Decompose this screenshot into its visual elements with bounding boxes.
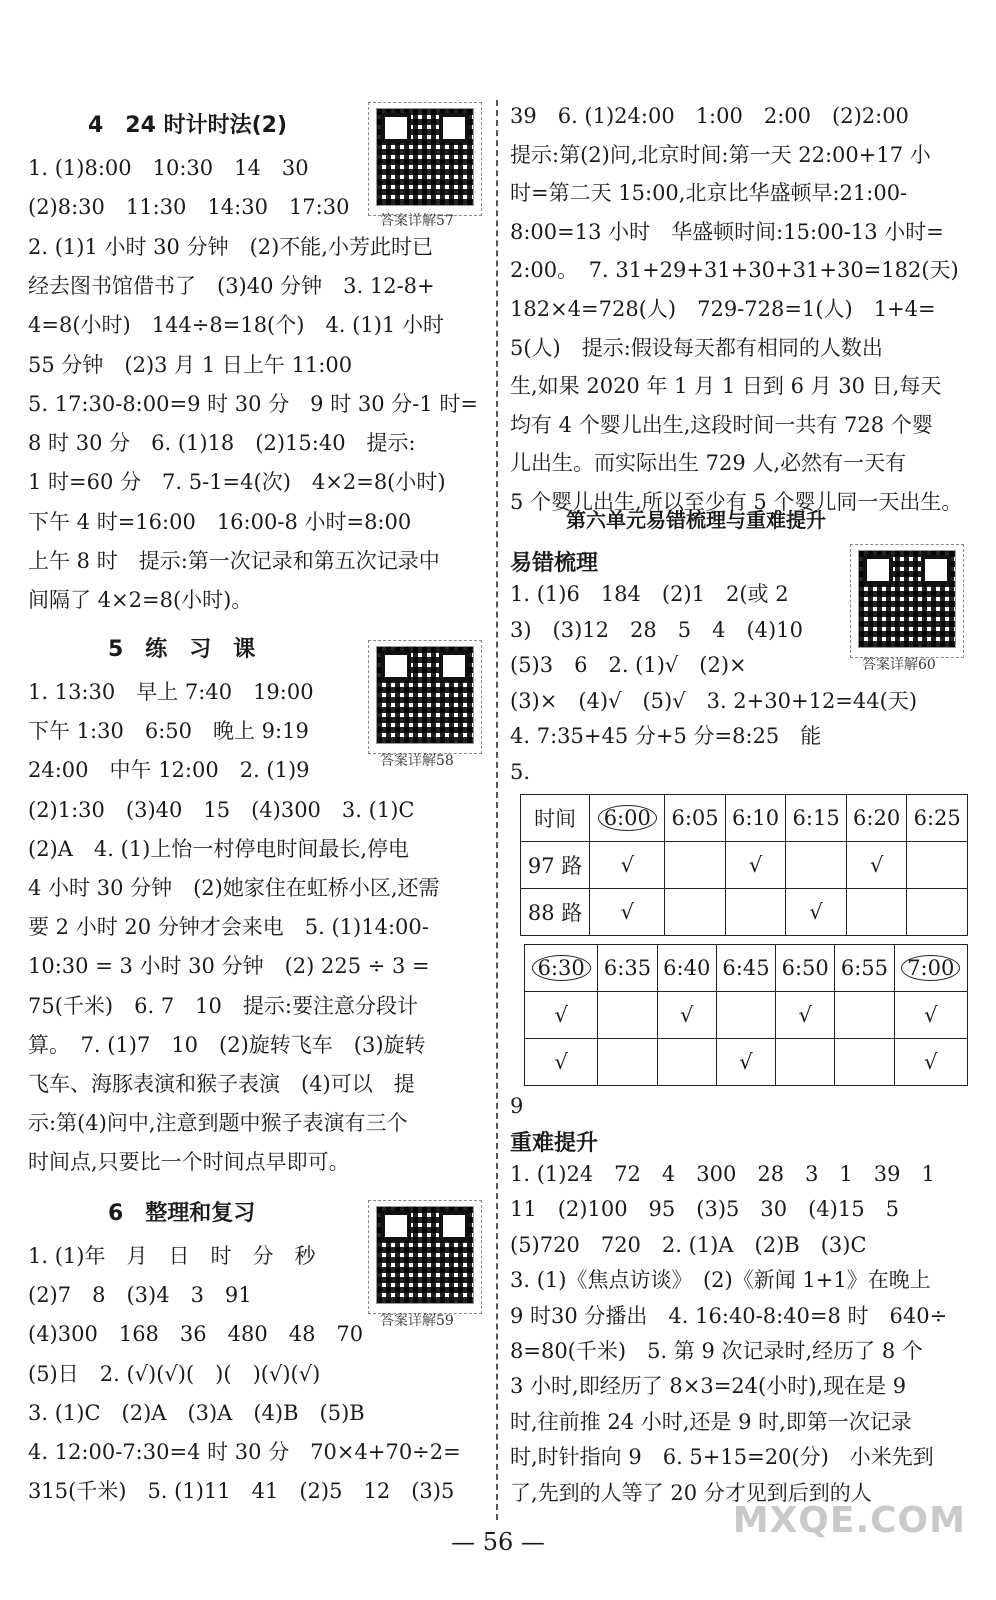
qr-code-icon xyxy=(376,1206,474,1304)
table-cell: √ xyxy=(725,842,786,889)
header-label: 6:25 xyxy=(913,806,961,830)
table-header-cell xyxy=(907,795,968,842)
header-label: 时间 xyxy=(534,807,577,831)
text-line: 182×4=728(人) 729-728=1(人) 1+4= xyxy=(510,297,936,321)
text-line: (2)A 4. (1)上怡一村停电时间最长,停电 xyxy=(28,836,410,861)
text-line: (5)3 6 2. (1)√ (2)× xyxy=(510,653,747,677)
table-cell: √ xyxy=(590,889,665,936)
page-number: — 56 — xyxy=(451,1528,545,1556)
section-5-title: 5 练 习 课 xyxy=(108,637,256,662)
header-label: 6:40 xyxy=(663,956,711,980)
table-cell xyxy=(846,889,907,936)
text-line: 8:00=13 小时 华盛顿时间:15:00-13 小时= xyxy=(510,219,944,244)
text-line: 1. (1)年 月 日 时 分 秒 xyxy=(28,1244,316,1268)
table-cell: √ xyxy=(590,842,665,889)
text-line: 上午 8 时 提示:第一次记录和第五次记录中 xyxy=(28,549,440,573)
table-header-cell xyxy=(776,945,835,992)
zhongnan-heading: 重难提升 xyxy=(510,1131,599,1156)
text-line: (2)1:30 (3)40 15 (4)300 3. (1)C xyxy=(28,797,415,822)
table-row xyxy=(525,1039,968,1086)
text-line: 1. (1)8:00 10:30 14 30 xyxy=(28,156,309,180)
text-line: 要 2 小时 20 分钟才会来电 5. (1)14:00- xyxy=(28,915,429,940)
text-line: 间隔了 4×2=8(小时)。 xyxy=(28,588,253,613)
column-divider xyxy=(496,100,498,1520)
text-line: 生,如果 2020 年 1 月 1 日到 6 月 30 日,每天 xyxy=(510,374,942,399)
text-line: 24:00 中午 12:00 2. (1)9 xyxy=(28,758,310,783)
yicuo-heading: 易错梳理 xyxy=(510,551,599,576)
text-line: 下午 4 时=16:00 16:00-8 小时=8:00 xyxy=(28,509,412,534)
text-line: 经去图书馆借书了 (3)40 分钟 3. 12-8+ xyxy=(28,273,435,298)
section-4-title: 4 24 时计时法(2) xyxy=(88,113,287,138)
header-label: 6:35 xyxy=(603,956,652,980)
table-cell xyxy=(598,1039,657,1086)
text-line: (5)720 720 2. (1)A (2)B (3)C xyxy=(510,1232,867,1257)
text-line: (3)× (4)√ (5)√ 3. 2+30+12=44(天) xyxy=(510,688,918,713)
table-header-cell xyxy=(716,945,775,992)
text-line: 2. (1)1 小时 30 分钟 (2)不能,小芳此时已 xyxy=(28,234,433,259)
table-cell xyxy=(657,1039,716,1086)
text-line: 3. (1)C (2)A (3)A (4)B (5)B xyxy=(28,1400,365,1425)
qr-caption: 答案详解59 xyxy=(380,1313,454,1329)
header-label: 6:10 xyxy=(731,806,780,830)
text-line: 4 小时 30 分钟 (2)她家住在虹桥小区,还需 xyxy=(28,876,440,900)
text-line: (2)7 8 (3)4 3 91 xyxy=(28,1283,252,1308)
table-row xyxy=(525,992,968,1039)
unit-title: 第六单元易错梳理与重难提升 xyxy=(566,508,826,532)
text-line: 315(千米) 5. (1)11 41 (2)5 12 (3)5 xyxy=(28,1479,455,1504)
text-line: 时,往前推 24 小时,还是 9 时,即第一次记录 xyxy=(510,1409,912,1434)
table-cell: √ xyxy=(657,992,716,1039)
table-header-cell xyxy=(657,945,716,992)
table-header-cell xyxy=(894,945,967,992)
bus-table-2 xyxy=(524,944,968,1086)
text-line: 4. 12:00-7:30=4 时 30 分 70×4+70÷2= xyxy=(28,1440,461,1464)
table-cell xyxy=(776,1039,835,1086)
header-label: 6:20 xyxy=(853,806,901,830)
header-label: 6:55 xyxy=(840,956,889,980)
table-row xyxy=(521,889,968,936)
table-cell: √ xyxy=(525,1039,598,1086)
table-cell xyxy=(835,1039,894,1086)
text-line: (2)8:30 11:30 14:30 17:30 xyxy=(28,195,350,220)
table-cell xyxy=(835,992,894,1039)
header-label: 6:30 xyxy=(532,955,591,981)
text-line: 3) (3)12 28 5 4 (4)10 xyxy=(510,617,803,642)
answer-9: 9 xyxy=(510,1094,524,1118)
header-label: 6:50 xyxy=(781,956,829,980)
table-cell: √ xyxy=(786,889,847,936)
text-line: 9 时30 分播出 4. 16:40-8:40=8 时 640÷ xyxy=(510,1303,948,1328)
table-cell xyxy=(786,842,847,889)
text-line: 1. (1)24 72 4 300 28 3 1 39 1 xyxy=(510,1162,935,1186)
header-label: 6:05 xyxy=(671,806,719,830)
table-header-cell xyxy=(846,795,907,842)
table-header-cell xyxy=(786,795,847,842)
text-line: 儿出生。而实际出生 729 人,必然有一天有 xyxy=(510,451,907,476)
text-line: 75(千米) 6. 7 10 提示:要注意分段计 xyxy=(28,993,418,1018)
text-line: 5. 17:30-8:00=9 时 30 分 9 时 30 分-1 时= xyxy=(28,391,479,416)
table-header-cell xyxy=(521,795,590,842)
table-cell xyxy=(716,992,775,1039)
table-header-cell xyxy=(725,795,786,842)
header-label: 6:15 xyxy=(792,806,840,830)
text-line: 示:第(4)问中,注意到题中猴子表演有三个 xyxy=(28,1111,408,1136)
text-line: 5(人) 提示:假设每天都有相同的人数出 xyxy=(510,335,883,360)
table-header-cell xyxy=(590,795,665,842)
text-line: 均有 4 个婴儿出生,这段时间一共有 728 个婴 xyxy=(510,412,933,437)
text-line: 4. 7:35+45 分+5 分=8:25 能 xyxy=(510,724,822,748)
text-line: 55 分钟 (2)3 月 1 日上午 11:00 xyxy=(28,352,353,377)
header-label: 7:00 xyxy=(901,955,960,981)
text-line: 时=第二天 15:00,北京比华盛顿早:21:00- xyxy=(510,181,908,206)
table-header-cell xyxy=(665,795,726,842)
bus-table-1 xyxy=(520,794,968,936)
qr-code-icon xyxy=(858,550,956,648)
text-line: 8 时 30 分 6. (1)18 (2)15:40 提示: xyxy=(28,431,416,456)
table-header-cell xyxy=(598,945,657,992)
table-cell: √ xyxy=(776,992,835,1039)
text-line: 时间点,只要比一个时间点早即可。 xyxy=(28,1150,350,1175)
table-cell: √ xyxy=(846,842,907,889)
table-cell xyxy=(598,992,657,1039)
text-line: 10:30 = 3 小时 30 分钟 (2) 225 ÷ 3 = xyxy=(28,954,430,979)
text-line: 1 时=60 分 7. 5-1=4(次) 4×2=8(小时) xyxy=(28,470,446,495)
table-cell: √ xyxy=(716,1039,775,1086)
text-line: 8=80(千米) 5. 第 9 次记录时,经历了 8 个 xyxy=(510,1339,923,1363)
section-6-title: 6 整理和复习 xyxy=(108,1201,256,1226)
qr-code-icon xyxy=(376,646,474,744)
table-cell: √ xyxy=(525,992,598,1039)
header-label: 6:45 xyxy=(722,956,770,980)
text-line: 飞车、海豚表演和猴子表演 (4)可以 提 xyxy=(28,1072,415,1096)
text-line: 1. 13:30 早上 7:40 19:00 xyxy=(28,680,314,704)
table-cell xyxy=(907,889,968,936)
qr-caption: 答案详解58 xyxy=(380,753,454,769)
table-cell: 88 路 xyxy=(521,889,590,936)
table-cell xyxy=(725,889,786,936)
table-cell: √ xyxy=(894,992,967,1039)
table-header-cell xyxy=(835,945,894,992)
text-line: (4)300 168 36 480 48 70 xyxy=(28,1322,364,1347)
text-line: 2:00。 7. 31+29+31+30+31+30=182(天) xyxy=(510,258,959,283)
table-row xyxy=(521,842,968,889)
table-cell: 97 路 xyxy=(521,842,590,889)
qr-code-icon xyxy=(376,108,474,206)
text-line: 算。 7. (1)7 10 (2)旋转飞车 (3)旋转 xyxy=(28,1032,426,1057)
text-line: 下午 1:30 6:50 晚上 9:19 xyxy=(28,719,309,744)
table-cell xyxy=(665,842,726,889)
text-line: 3 小时,即经历了 8×3=24(小时),现在是 9 xyxy=(510,1374,907,1399)
header-label: 6:00 xyxy=(598,805,657,831)
table-cell: √ xyxy=(894,1039,967,1086)
table-header-cell xyxy=(525,945,598,992)
qr-caption: 答案详解60 xyxy=(862,657,936,673)
text-line: 4=8(小时) 144÷8=18(个) 4. (1)1 小时 xyxy=(28,313,444,338)
text-line: 39 6. (1)24:00 1:00 2:00 (2)2:00 xyxy=(510,104,909,128)
text-line: (5)日 2. (√)(√)( )( )(√)(√) xyxy=(28,1361,321,1386)
text-line: 提示:第(2)问,北京时间:第一天 22:00+17 小 xyxy=(510,142,931,167)
text-line: 11 (2)100 95 (3)5 30 (4)15 5 xyxy=(510,1197,899,1222)
text-line: 了,先到的人等了 20 分才见到后到的人 xyxy=(510,1480,872,1505)
table-cell xyxy=(665,889,726,936)
text-line: 时,时针指向 9 6. 5+15=20(分) 小米先到 xyxy=(510,1445,934,1470)
text-line: 5 个婴儿出生,所以至少有 5 个婴儿同一天出生。 xyxy=(510,490,963,514)
text-line: 5. xyxy=(510,759,531,784)
text-line: 3. (1)《焦点访谈》 (2)《新闻 1+1》在晚上 xyxy=(510,1268,931,1293)
table-cell xyxy=(907,842,968,889)
text-line: 1. (1)6 184 (2)1 2(或 2 xyxy=(510,582,789,606)
qr-caption: 答案详解57 xyxy=(380,213,454,229)
watermark: MXQE.COM xyxy=(732,1500,966,1541)
